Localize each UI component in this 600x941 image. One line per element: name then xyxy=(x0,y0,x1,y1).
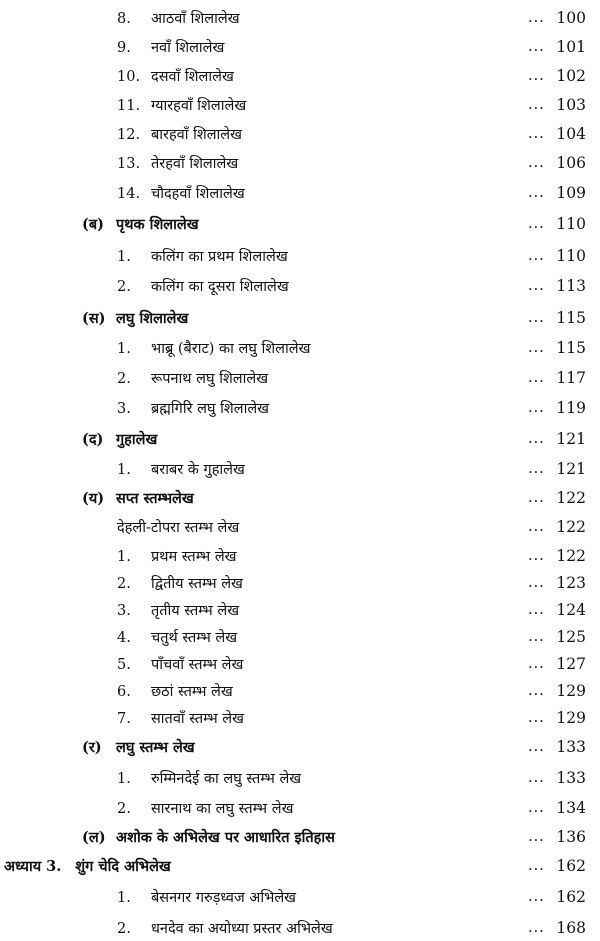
toc-page-number: 122 xyxy=(556,518,586,536)
leader-dots: ... xyxy=(528,548,545,564)
toc-entry-number: 11. xyxy=(117,98,141,114)
toc-entry-row[interactable] xyxy=(0,63,600,89)
leader-dots: ... xyxy=(528,97,545,113)
toc-entry-text xyxy=(117,681,233,701)
leader-dots: ... xyxy=(528,602,545,618)
toc-entry-title: दसवाँ शिलालेख xyxy=(151,69,234,85)
toc-entry-number: 5. xyxy=(117,657,131,673)
toc-page-number: 121 xyxy=(556,460,586,478)
toc-entry-row[interactable] xyxy=(0,243,600,269)
toc-entry-row[interactable] xyxy=(0,5,600,31)
toc-entry-title: आठवाँ शिलालेख xyxy=(151,11,240,27)
toc-entry-row[interactable] xyxy=(0,651,600,677)
leader-dots: ... xyxy=(528,185,545,201)
leader-dots: ... xyxy=(528,461,545,477)
toc-entry-title: द्वितीय स्तम्भ लेख xyxy=(151,576,243,592)
toc-entry-title: प्रथम स्तम्भ लेख xyxy=(151,549,237,565)
toc-entry-title: देहली-टोपरा स्तम्भ लेख xyxy=(117,520,240,536)
toc-entry-title: छठां स्तम्भ लेख xyxy=(151,684,233,700)
toc-entry-number: 2. xyxy=(117,576,131,592)
toc-entry-title: तेरहवाँ शिलालेख xyxy=(151,156,239,172)
toc-page-number: 133 xyxy=(556,738,586,756)
leader-dots: ... xyxy=(528,216,545,232)
leader-dots: ... xyxy=(528,858,545,874)
leader-dots: ... xyxy=(528,629,545,645)
toc-entry-text xyxy=(117,768,301,788)
toc-entry-number: (य) xyxy=(82,490,105,507)
toc-entry-number: 14. xyxy=(117,186,141,202)
toc-page-number: 104 xyxy=(556,125,586,143)
toc-entry-text xyxy=(117,798,293,818)
leader-dots: ... xyxy=(528,431,545,447)
toc-entry-row[interactable] xyxy=(0,365,600,391)
leader-dots: ... xyxy=(528,370,545,386)
toc-chapter-row[interactable] xyxy=(0,853,600,879)
toc-page-number: 103 xyxy=(556,96,586,114)
leader-dots: ... xyxy=(528,340,545,356)
toc-entry-row[interactable] xyxy=(0,121,600,147)
toc-entry-title: बेसनगर गरुड़ध्वज अभिलेख xyxy=(151,890,297,906)
leader-dots: ... xyxy=(528,126,545,142)
toc-entry-text xyxy=(117,338,310,358)
toc-entry-text xyxy=(82,488,194,508)
toc-section-row[interactable] xyxy=(0,734,600,760)
toc-entry-number: 1. xyxy=(117,341,131,357)
toc-page-number: 162 xyxy=(556,888,586,906)
toc-entry-text xyxy=(82,737,195,757)
toc-page-number: 115 xyxy=(556,339,586,357)
toc-entry-number: (स) xyxy=(82,310,106,327)
toc-section-row[interactable] xyxy=(0,305,600,331)
leader-dots: ... xyxy=(528,490,545,506)
toc-entry-text xyxy=(82,429,157,449)
toc-entry-number: 2. xyxy=(117,371,131,387)
toc-entry-title: ग्यारहवाँ शिलालेख xyxy=(151,98,247,114)
toc-entry-title: अशोक के अभिलेख पर आधारित इतिहास xyxy=(116,829,335,846)
toc-entry-number: (ब) xyxy=(82,216,105,233)
toc-entry-number: 6. xyxy=(117,684,131,700)
toc-entry-row[interactable] xyxy=(0,884,600,910)
toc-entry-title: गुहालेख xyxy=(116,431,158,448)
toc-entry-title: रुम्मिनदेई का लघु स्तम्भ लेख xyxy=(151,771,302,787)
toc-entry-title: सप्त स्तम्भलेख xyxy=(116,490,194,507)
toc-entry-text xyxy=(117,918,333,938)
toc-page-number: 110 xyxy=(556,215,586,233)
toc-entry-title: सातवाँ स्तम्भ लेख xyxy=(151,711,244,727)
toc-entry-text xyxy=(117,95,246,115)
toc-entry-number: 2. xyxy=(117,279,131,295)
leader-dots: ... xyxy=(528,278,545,294)
leader-dots: ... xyxy=(528,656,545,672)
toc-entry-number: 1. xyxy=(117,890,131,906)
toc-entry-text xyxy=(117,887,296,907)
toc-entry-text xyxy=(117,627,237,647)
toc-entry-row[interactable] xyxy=(0,570,600,596)
toc-page-number: 168 xyxy=(556,919,586,937)
toc-page-number: 110 xyxy=(556,247,586,265)
toc-entry-number: 2. xyxy=(117,921,131,937)
toc-entry-title: ब्रह्मगिरि लघु शिलालेख xyxy=(151,401,270,417)
toc-page-number: 122 xyxy=(556,489,586,507)
toc-entry-text xyxy=(117,246,288,266)
toc-entry-title: तृतीय स्तम्भ लेख xyxy=(151,603,240,619)
leader-dots: ... xyxy=(528,800,545,816)
leader-dots: ... xyxy=(528,400,545,416)
toc-page-number: 113 xyxy=(556,277,586,295)
toc-entry-row[interactable] xyxy=(0,915,600,941)
toc-page-number: 134 xyxy=(556,799,586,817)
toc-page-number: 123 xyxy=(556,574,586,592)
toc-entry-text xyxy=(117,546,237,566)
toc-entry-text xyxy=(82,308,188,328)
toc-entry-title: रूपनाथ लघु शिलालेख xyxy=(151,371,269,387)
toc-entry-text xyxy=(117,459,245,479)
toc-entry-number: 10. xyxy=(117,69,141,85)
toc-entry-number: 4. xyxy=(117,630,131,646)
toc-entry-text xyxy=(117,654,243,674)
toc-entry-number: 9. xyxy=(117,40,131,56)
toc-entry-title: लघु स्तम्भ लेख xyxy=(116,739,195,756)
toc-entry-row[interactable] xyxy=(0,150,600,176)
toc-entry-row[interactable] xyxy=(0,543,600,569)
toc-entry-row[interactable] xyxy=(0,395,600,421)
toc-entry-row[interactable] xyxy=(0,624,600,650)
toc-page-number: 125 xyxy=(556,628,586,646)
toc-section-row[interactable] xyxy=(0,824,600,850)
toc-entry-title: कलिंग का दूसरा शिलालेख xyxy=(151,279,289,295)
toc-entry-row[interactable] xyxy=(0,514,600,540)
toc-section-row[interactable] xyxy=(0,426,600,452)
toc-entry-text xyxy=(117,368,268,388)
toc-entry-row[interactable] xyxy=(0,180,600,206)
leader-dots: ... xyxy=(528,155,545,171)
toc-page-number: 102 xyxy=(556,67,586,85)
toc-entry-number: (र) xyxy=(82,739,102,756)
leader-dots: ... xyxy=(528,519,545,535)
toc-entry-text xyxy=(117,573,243,593)
toc-entry-row[interactable] xyxy=(0,678,600,704)
toc-entry-row[interactable] xyxy=(0,92,600,118)
toc-page-number: 136 xyxy=(556,828,586,846)
leader-dots: ... xyxy=(528,68,545,84)
toc-entry-text xyxy=(82,827,335,847)
toc-entry-number: 1. xyxy=(117,771,131,787)
toc-page-number: 117 xyxy=(556,369,586,387)
leader-dots: ... xyxy=(528,739,545,755)
toc-entry-title: चौदहवाँ शिलालेख xyxy=(151,186,245,202)
toc-entry-title: कलिंग का प्रथम शिलालेख xyxy=(151,249,288,265)
leader-dots: ... xyxy=(528,39,545,55)
toc-page-number: 129 xyxy=(556,682,586,700)
toc-page-number: 127 xyxy=(556,655,586,673)
toc-entry-title: चतुर्थ स्तम्भ लेख xyxy=(151,630,238,646)
toc-entry-row[interactable] xyxy=(0,34,600,60)
toc-entry-text xyxy=(117,183,245,203)
toc-page-number: 124 xyxy=(556,601,586,619)
toc-entry-title: बराबर के गुहालेख xyxy=(151,462,245,478)
toc-entry-title: सारनाथ का लघु स्तम्भ लेख xyxy=(151,801,294,817)
toc-entry-text xyxy=(117,600,239,620)
toc-entry-number: 3. xyxy=(117,603,131,619)
toc-page-number: 162 xyxy=(556,857,586,875)
toc-entry-number: (द) xyxy=(82,431,104,448)
leader-dots: ... xyxy=(528,575,545,591)
toc-entry-number: 2. xyxy=(117,801,131,817)
toc-entry-title: नवाँ शिलालेख xyxy=(151,40,225,56)
leader-dots: ... xyxy=(528,248,545,264)
leader-dots: ... xyxy=(528,710,545,726)
toc-entry-text xyxy=(117,517,239,537)
toc-entry-number: 1. xyxy=(117,462,131,478)
toc-entry-number: 1. xyxy=(117,549,131,565)
toc-entry-title: लघु शिलालेख xyxy=(116,310,189,327)
toc-entry-title: पाँचवाँ स्तम्भ लेख xyxy=(151,657,244,673)
toc-entry-title: पृथक शिलालेख xyxy=(116,216,199,233)
toc-entry-text xyxy=(4,856,171,876)
leader-dots: ... xyxy=(528,310,545,326)
toc-entry-row[interactable] xyxy=(0,456,600,482)
toc-page-number: 121 xyxy=(556,430,586,448)
toc-entry-row[interactable] xyxy=(0,273,600,299)
toc-entry-text xyxy=(117,153,238,173)
toc-page-number: 129 xyxy=(556,709,586,727)
toc-entry-number: 8. xyxy=(117,11,131,27)
toc-entry-text xyxy=(117,708,244,728)
toc-page-number: 133 xyxy=(556,769,586,787)
toc-entry-number: 13. xyxy=(117,156,141,172)
toc-page-number: 106 xyxy=(556,154,586,172)
leader-dots: ... xyxy=(528,770,545,786)
toc-entry-text xyxy=(117,276,289,296)
leader-dots: ... xyxy=(528,829,545,845)
toc-page-number: 119 xyxy=(556,399,586,417)
toc-entry-title: बारहवाँ शिलालेख xyxy=(151,127,242,143)
leader-dots: ... xyxy=(528,920,545,936)
toc-page-number: 101 xyxy=(556,38,586,56)
toc-page-number: 100 xyxy=(556,9,586,27)
toc-entry-text xyxy=(117,37,224,57)
toc-entry-text xyxy=(117,66,234,86)
leader-dots: ... xyxy=(528,683,545,699)
toc-entry-text xyxy=(117,124,242,144)
toc-page-number: 115 xyxy=(556,309,586,327)
toc-entry-row[interactable] xyxy=(0,335,600,361)
leader-dots: ... xyxy=(528,10,545,26)
toc-entry-number: 12. xyxy=(117,127,141,143)
toc-entry-number: 3. xyxy=(117,401,131,417)
toc-entry-text xyxy=(117,398,269,418)
toc-entry-title: शुंग चेदि अभिलेख xyxy=(75,858,171,875)
toc-entry-row[interactable] xyxy=(0,795,600,821)
toc-section-row[interactable] xyxy=(0,485,600,511)
toc-entry-number: 1. xyxy=(117,249,131,265)
toc-entry-number: (ल) xyxy=(82,829,106,846)
toc-entry-title: भाब्रू (बैराट) का लघु शिलालेख xyxy=(151,341,311,357)
toc-entry-title: धनदेव का अयोध्या प्रस्तर अभिलेख xyxy=(151,921,333,937)
toc-entry-row[interactable] xyxy=(0,765,600,791)
toc-section-row[interactable] xyxy=(0,211,600,237)
toc-entry-number: अध्याय 3. xyxy=(4,858,62,875)
toc-entry-row[interactable] xyxy=(0,597,600,623)
toc-page-number: 109 xyxy=(556,184,586,202)
toc-entry-text xyxy=(117,8,240,28)
toc-page-number: 122 xyxy=(556,547,586,565)
toc-entry-row[interactable] xyxy=(0,705,600,731)
leader-dots: ... xyxy=(528,889,545,905)
toc-entry-text xyxy=(82,214,199,234)
toc-entry-number: 7. xyxy=(117,711,131,727)
